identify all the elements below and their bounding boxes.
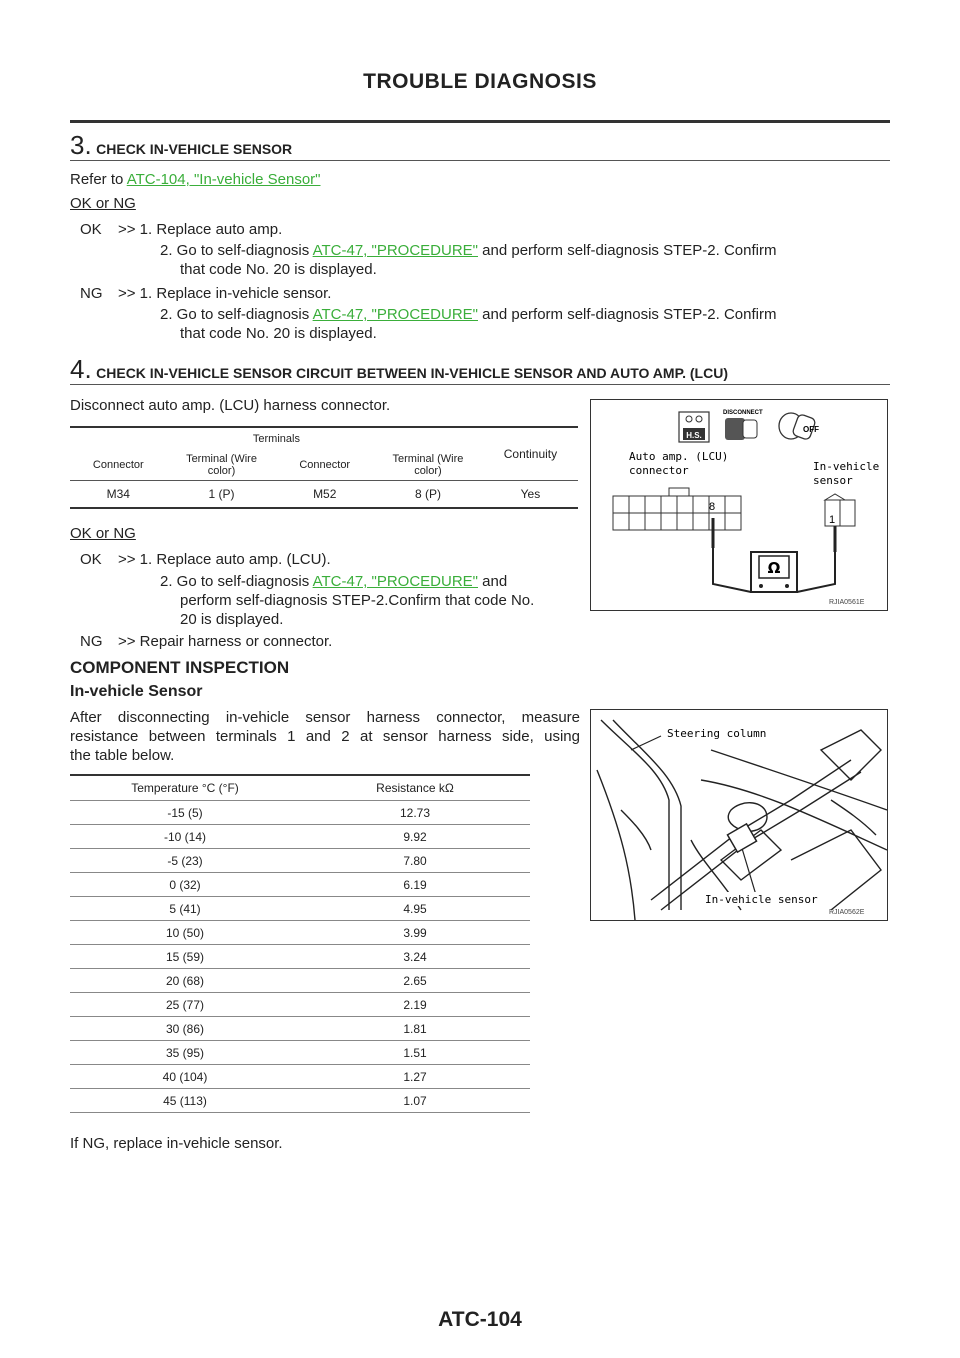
sensor-location-svg <box>591 710 887 920</box>
table-row <box>70 1041 530 1065</box>
temp-cell: -15 (5) <box>70 801 300 825</box>
step4-number: 4. <box>70 354 92 384</box>
ng-line2-post: and perform self-diagnosis STEP-2. Confirm <box>478 306 777 323</box>
ok-line2-pre: 2. Go to self-diagnosis <box>160 242 313 259</box>
ok-line2-pre: 2. Go to self-diagnosis <box>160 573 313 590</box>
sensor-label: In-vehicle sensor <box>705 893 818 906</box>
hs-icon <box>679 412 709 442</box>
res-cell: 6.19 <box>300 873 530 897</box>
amp-connector <box>613 488 741 530</box>
amp-pin-label: 8 <box>709 501 716 513</box>
continuity-table <box>70 426 578 509</box>
disconnect-label: DISCONNECT <box>723 410 763 416</box>
res-cell: 1.51 <box>300 1041 530 1065</box>
table-cell: 1 (P) <box>208 487 235 501</box>
resistance-table <box>70 774 530 1113</box>
temp-cell: 40 (104) <box>70 1065 300 1089</box>
ng-key: NG <box>80 285 103 302</box>
terminal-header: Terminal (Wire color) <box>186 453 257 477</box>
steering-column-label: Steering column <box>667 727 767 740</box>
table-row <box>70 969 530 993</box>
ohmmeter-icon <box>751 552 797 592</box>
sensor-label-2: sensor <box>813 474 853 487</box>
step3-ng-line3: that code No. 20 is displayed. <box>180 325 377 342</box>
connector-diagram-svg <box>591 400 887 610</box>
ohm-symbol: Ω <box>767 559 781 577</box>
refer-prefix: Refer to <box>70 171 127 188</box>
ng-key: NG <box>80 633 103 650</box>
step4-heading <box>70 356 728 383</box>
res-cell: 9.92 <box>300 825 530 849</box>
step3-heading <box>70 132 292 159</box>
temp-cell: 0 (32) <box>70 873 300 897</box>
ok-key: OK <box>80 221 102 238</box>
res-cell: 3.99 <box>300 921 530 945</box>
table-row <box>70 993 530 1017</box>
table-cell: 8 (P) <box>414 487 441 501</box>
sensor-pin-label: 1 <box>829 514 836 526</box>
terminals-header: Terminals <box>252 433 300 445</box>
step3-refer <box>70 170 321 190</box>
table-row <box>70 1089 530 1113</box>
step4-title: CHECK IN-VEHICLE SENSOR CIRCUIT BETWEEN IN-VEHICLE SENSOR AND AUTO AMP. (LCU) <box>96 365 728 381</box>
ok-key: OK <box>80 551 102 568</box>
off-label: OFF <box>803 425 819 434</box>
res-cell: 2.19 <box>300 993 530 1017</box>
step3-ok-line2 <box>160 241 890 261</box>
step3-ok-line3: that code No. 20 is displayed. <box>180 261 377 278</box>
procedure-link[interactable]: ATC-47, "PROCEDURE" <box>312 573 478 590</box>
res-cell: 2.65 <box>300 969 530 993</box>
res-cell: 12.73 <box>300 801 530 825</box>
step4-intro: Disconnect auto amp. (LCU) harness connector. <box>70 397 391 414</box>
step3-number: 3. <box>70 130 92 160</box>
figure-code: RJIA0562E <box>829 909 865 916</box>
component-para-1: After disconnecting in-vehicle sensor harness connector, measure <box>70 709 580 726</box>
res-cell: 7.80 <box>300 849 530 873</box>
connector-header: Connector <box>92 459 144 471</box>
step3-ng-line2 <box>160 305 890 325</box>
res-cell: 1.81 <box>300 1017 530 1041</box>
temp-cell: 45 (113) <box>70 1089 300 1113</box>
procedure-link[interactable]: ATC-47, "PROCEDURE" <box>312 306 478 323</box>
table-row <box>70 921 530 945</box>
ok-line2-post: and perform self-diagnosis STEP-2. Confirm <box>478 242 777 259</box>
sensor-callout <box>631 736 757 895</box>
resistance-header: Resistance kΩ <box>376 781 454 795</box>
step3-rule <box>70 160 890 161</box>
disconnect-icon <box>723 410 763 440</box>
res-cell: 4.95 <box>300 897 530 921</box>
table-row <box>70 1065 530 1089</box>
component-heading: COMPONENT INSPECTION <box>70 658 290 677</box>
temp-cell: -10 (14) <box>70 825 300 849</box>
step4-rule <box>70 384 890 385</box>
continuity-header: Continuity <box>503 447 558 461</box>
step3-title: CHECK IN-VEHICLE SENSOR <box>96 141 293 157</box>
table-cell: Yes <box>520 487 541 501</box>
table-row <box>70 849 530 873</box>
connector-diagram <box>590 399 888 611</box>
key-off-icon <box>779 413 819 440</box>
ok-action: >> 1. Replace auto amp. <box>118 221 283 238</box>
res-cell: 3.24 <box>300 945 530 969</box>
procedure-link[interactable]: ATC-47, "PROCEDURE" <box>312 242 478 259</box>
sensor-label: In-vehicle <box>813 460 880 473</box>
hs-label: H.S. <box>686 431 702 440</box>
page-number: ATC-104 <box>438 1308 522 1331</box>
sensor-location-diagram <box>590 709 888 921</box>
table-row <box>70 897 530 921</box>
table-row <box>70 801 530 825</box>
step4-ok-line2 <box>160 572 580 592</box>
table-row <box>70 1017 530 1041</box>
step4-ok-line3: perform self-diagnosis STEP-2.Confirm that code No. <box>180 592 535 609</box>
table-row <box>70 873 530 897</box>
refer-link[interactable]: ATC-104, "In-vehicle Sensor" <box>126 171 321 188</box>
temp-cell: 20 (68) <box>70 969 300 993</box>
temp-cell: 25 (77) <box>70 993 300 1017</box>
amp-label-2: connector <box>629 464 689 477</box>
amp-label: Auto amp. (LCU) <box>629 450 729 463</box>
steering-column-drawing <box>597 720 887 920</box>
temp-cell: 15 (59) <box>70 945 300 969</box>
temp-cell: 35 (95) <box>70 1041 300 1065</box>
component-para-3: the table below. <box>70 747 175 764</box>
res-cell: 1.27 <box>300 1065 530 1089</box>
temperature-header: Temperature °C (°F) <box>131 781 239 795</box>
ng-action: >> Repair harness or connector. <box>118 633 333 650</box>
step4-okng: OK or NG <box>70 525 136 542</box>
table-cell: M52 <box>313 487 337 501</box>
component-subheading: In-vehicle Sensor <box>70 683 203 700</box>
table-row <box>70 945 530 969</box>
temp-cell: 10 (50) <box>70 921 300 945</box>
step3-okng: OK or NG <box>70 195 136 212</box>
res-cell: 1.07 <box>300 1089 530 1113</box>
table-row <box>70 825 530 849</box>
temp-cell: 5 (41) <box>70 897 300 921</box>
step4-ok-line4: 20 is displayed. <box>180 611 284 628</box>
ok-line2-post: and <box>478 573 508 590</box>
terminal-header: Terminal (Wire color) <box>392 453 464 477</box>
component-para-2: resistance between terminals 1 and 2 at sensor harness side, using <box>70 728 580 745</box>
ng-line2-pre: 2. Go to self-diagnosis <box>160 306 313 323</box>
replace-note: If NG, replace in-vehicle sensor. <box>70 1135 283 1152</box>
temp-cell: -5 (23) <box>70 849 300 873</box>
ng-action: >> 1. Replace in-vehicle sensor. <box>118 285 332 302</box>
table-cell: M34 <box>106 487 130 501</box>
ok-action: >> 1. Replace auto amp. (LCU). <box>118 551 331 568</box>
page-title: TROUBLE DIAGNOSIS <box>363 70 597 93</box>
header-rule <box>70 120 890 123</box>
temp-cell: 30 (86) <box>70 1017 300 1041</box>
connector-header: Connector <box>299 459 351 471</box>
figure-code: RJIA0561E <box>829 599 865 606</box>
